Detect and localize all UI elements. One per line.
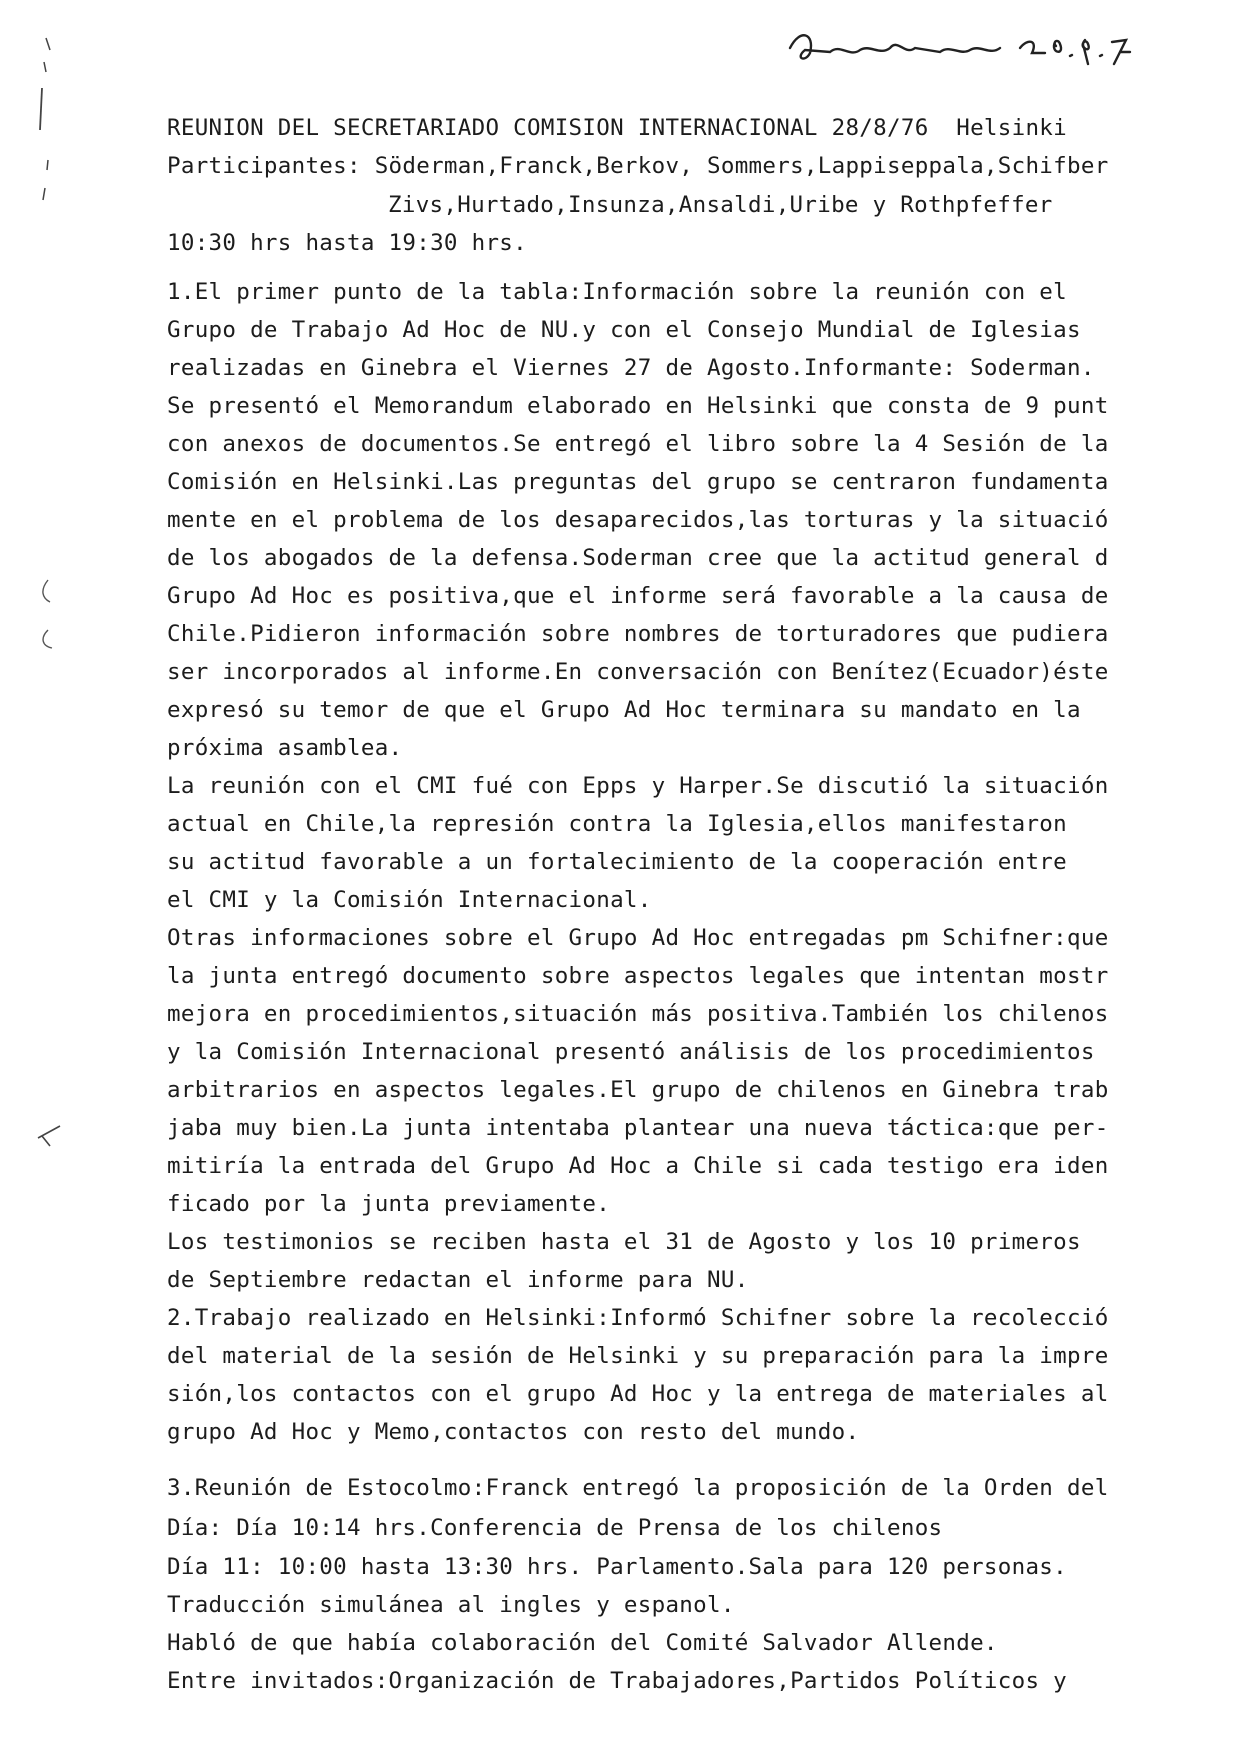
body-line: Los testimonios se reciben hasta el 31 de Agosto y los 10 primeros	[167, 1229, 1081, 1255]
body-line: La reunión con el CMI fué con Epps y Harper.Se discutió la situación	[167, 773, 1109, 799]
body-line: Día: Día 10:14 hrs.Conferencia de Prensa de los chilenos	[167, 1515, 943, 1541]
handwritten-annotation	[770, 8, 1150, 88]
body-line: arbitrarios en aspectos legales.El grupo de chilenos en Ginebra trab	[167, 1077, 1109, 1103]
body-line: el CMI y la Comisión Internacional.	[167, 887, 652, 913]
body-line: 2.Trabajo realizado en Helsinki:Informó Schifner sobre la recolecció	[167, 1305, 1109, 1331]
body-line: actual en Chile,la represión contra la Iglesia,ellos manifestaron	[167, 811, 1067, 837]
body-line: Día 11: 10:00 hasta 13:30 hrs. Parlamento.Sala para 120 personas.	[167, 1554, 1067, 1580]
body-line: ser incorporados al informe.En conversación con Benítez(Ecuador)éste	[167, 659, 1109, 685]
body-line: expresó su temor de que el Grupo Ad Hoc terminara su mandato en la	[167, 697, 1081, 723]
participants-line: Zivs,Hurtado,Insunza,Ansaldi,Uribe y Rothpfeffer	[388, 192, 1053, 218]
body-line: próxima asamblea.	[167, 735, 403, 761]
body-line: Se presentó el Memorandum elaborado en Helsinki que consta de 9 punt	[167, 393, 1109, 419]
body-line: de Septiembre redactan el informe para NU.	[167, 1267, 749, 1293]
body-line: Grupo Ad Hoc es positiva,que el informe será favorable a la causa de	[167, 583, 1109, 609]
body-line: jaba muy bien.La junta intentaba plantear una nueva táctica:que per-	[167, 1115, 1109, 1141]
body-line: Traducción simulánea al ingles y espanol.	[167, 1592, 735, 1618]
document-title: REUNION DEL SECRETARIADO COMISION INTERNACIONAL 28/8/76 Helsinki	[167, 115, 1067, 141]
body-line: Otras informaciones sobre el Grupo Ad Hoc entregadas pm Schifner:que	[167, 925, 1109, 951]
participants-line: Participantes: Söderman,Franck,Berkov, Sommers,Lappiseppala,Schifber	[167, 153, 1109, 179]
body-line: Habló de que había colaboración del Comité Salvador Allende.	[167, 1630, 998, 1656]
body-line: ficado por la junta previamente.	[167, 1191, 611, 1217]
body-line: la junta entregó documento sobre aspectos legales que intentan mostr	[167, 963, 1109, 989]
body-line: sión,los contactos con el grupo Ad Hoc y la entrega de materiales al	[167, 1381, 1109, 1407]
body-line: su actitud favorable a un fortalecimiento de la cooperación entre	[167, 849, 1067, 875]
body-line: del material de la sesión de Helsinki y su preparación para la impre	[167, 1343, 1109, 1369]
body-line: 3.Reunión de Estocolmo:Franck entregó la proposición de la Orden del	[167, 1475, 1109, 1501]
body-line: Comisión en Helsinki.Las preguntas del grupo se centraron fundamenta	[167, 469, 1109, 495]
margin-marks	[20, 20, 80, 1220]
body-line: con anexos de documentos.Se entregó el libro sobre la 4 Sesión de la	[167, 431, 1109, 457]
body-line: y la Comisión Internacional presentó análisis de los procedimientos	[167, 1039, 1095, 1065]
body-line: mejora en procedimientos,situación más positiva.También los chilenos	[167, 1001, 1109, 1027]
body-line: mitiría la entrada del Grupo Ad Hoc a Chile si cada testigo era iden	[167, 1153, 1109, 1179]
body-line: Chile.Pidieron información sobre nombres de torturadores que pudiera	[167, 621, 1109, 647]
body-line: 1.El primer punto de la tabla:Información sobre la reunión con el	[167, 279, 1067, 305]
body-line: mente en el problema de los desaparecidos,las torturas y la situació	[167, 507, 1109, 533]
body-line: Grupo de Trabajo Ad Hoc de NU.y con el Consejo Mundial de Iglesias	[167, 317, 1081, 343]
body-line: grupo Ad Hoc y Memo,contactos con resto del mundo.	[167, 1419, 860, 1445]
meeting-hours: 10:30 hrs hasta 19:30 hrs.	[167, 230, 527, 256]
body-line: de los abogados de la defensa.Soderman cree que la actitud general d	[167, 545, 1109, 571]
body-line: realizadas en Ginebra el Viernes 27 de Agosto.Informante: Soderman.	[167, 355, 1095, 381]
body-line: Entre invitados:Organización de Trabajadores,Partidos Políticos y	[167, 1668, 1067, 1694]
